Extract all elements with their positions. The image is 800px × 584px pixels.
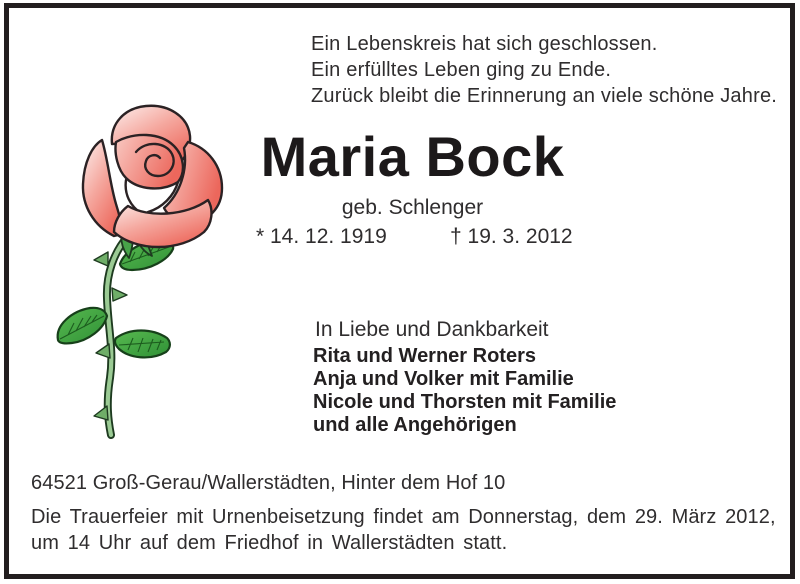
- deceased-name: Maria Bock: [260, 125, 565, 188]
- mourner-line: Anja und Volker mit Familie: [313, 368, 574, 390]
- mourner-line: Nicole und Thorsten mit Familie: [313, 391, 617, 413]
- birth-date: * 14. 12. 1919: [256, 225, 387, 248]
- epigraph: [311, 31, 777, 109]
- maiden-name: geb. Schlenger: [341, 196, 484, 219]
- tribute-line: In Liebe und Dankbarkeit: [315, 318, 549, 341]
- mourner-line: und alle Angehörigen: [313, 414, 517, 436]
- mourner-line: Rita und Werner Roters: [313, 345, 536, 367]
- epigraph-line: Ein Lebenskreis hat sich geschlossen.: [311, 33, 658, 55]
- death-date: † 19. 3. 2012: [450, 225, 573, 248]
- epigraph-line: Ein erfülltes Leben ging zu Ende.: [311, 59, 612, 81]
- epigraph-line: Zurück bleibt die Erinnerung an viele schöne Jahre.: [311, 85, 778, 107]
- rose-bloom: [83, 106, 222, 247]
- address-line: 64521 Groß-Gerau/Wallerstädten, Hinter dem Hof 10: [31, 472, 506, 494]
- mourners-list: [313, 345, 616, 437]
- funeral-line: um 14 Uhr auf dem Friedhof in Wallerstädten statt.: [31, 532, 508, 554]
- funeral-line: Die Trauerfeier mit Urnenbeisetzung findet am Donnerstag, dem 29. März 2012,: [31, 506, 776, 528]
- funeral-info: [31, 504, 776, 556]
- rose-leaf-left: [58, 308, 107, 344]
- rose-icon: [50, 88, 240, 443]
- rose-leaf-right: [115, 331, 170, 358]
